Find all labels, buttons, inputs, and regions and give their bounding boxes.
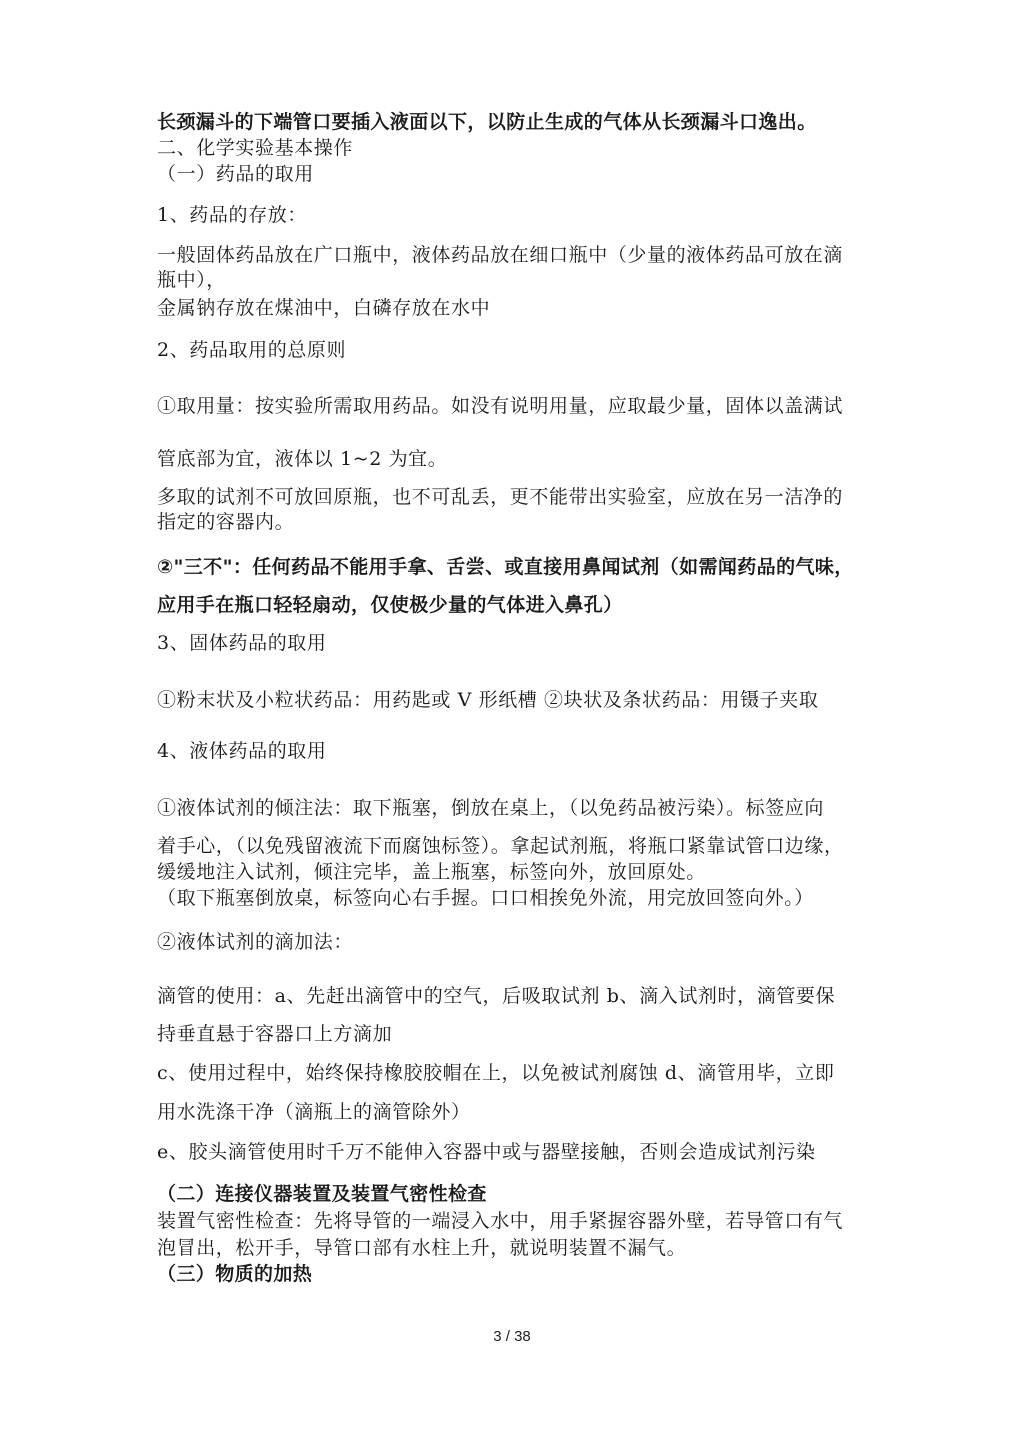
text-line-1: 长颈漏斗的下端管口要插入液面以下，以防止生成的气体从长颈漏斗口逸出。 [157, 111, 817, 133]
text-line-dropper-3: c、使用过程中，始终保持橡胶胶帽在上，以免被试剂腐蚀 d、滴管用毕，立即 [157, 1062, 835, 1084]
item-heading-solid: 3、固体药品的取用 [157, 632, 327, 654]
item-heading-storage: 1、药品的存放： [157, 204, 307, 226]
subsection-heading-airtightness: （二）连接仪器装置及装置气密性检查 [157, 1183, 487, 1205]
text-line-amount-2: 管底部为宜，液体以 1~2 为宜。 [157, 448, 448, 470]
page-number: 3 / 38 [493, 1328, 531, 1345]
subsection-heading-heating: （三）物质的加热 [157, 1263, 313, 1285]
text-line-dropper-2: 持垂直悬于容器口上方滴加 [157, 1023, 393, 1045]
text-line-pour-3: 缓缓地注入试剂，倾注完毕，盖上瓶塞，标签向外，放回原处。 [157, 861, 706, 883]
text-line-excess-2: 指定的容器内。 [157, 511, 295, 533]
text-line-dropper-4: 用水洗涤干净（滴瓶上的滴管除外） [157, 1101, 471, 1123]
text-line-amount-1: ①取用量：按实验所需取用药品。如没有说明用量，应取最少量，固体以盖满试 [157, 395, 844, 417]
text-line-dropper-1: 滴管的使用：a、先赶出滴管中的空气，后吸取试剂 b、滴入试剂时，滴管要保 [157, 985, 836, 1007]
text-line-dropper-5: e、胶头滴管使用时千万不能伸入容器中或与器壁接触，否则会造成试剂污染 [157, 1141, 816, 1163]
subsection-heading-drug-usage: （一）药品的取用 [157, 163, 314, 185]
text-line-three-nos-1: ②"三不"：任何药品不能用手拿、舌尝、或直接用鼻闻试剂（如需闻药品的气味， [157, 556, 854, 578]
text-line-airtight-2: 泡冒出，松开手，导管口部有水柱上升，就说明装置不漏气。 [157, 1237, 687, 1259]
section-heading-basic-operations: 二、化学实验基本操作 [157, 137, 354, 159]
text-line-storage-1: 一般固体药品放在广口瓶中，液体药品放在细口瓶中（少量的液体药品可放在滴 [157, 244, 844, 266]
text-line-solid: ①粉末状及小粒状药品：用药匙或 V 形纸槽 ②块状及条状药品：用镊子夹取 [157, 689, 819, 711]
text-line-storage-3: 金属钠存放在煤油中，白磷存放在水中 [157, 297, 491, 319]
text-line-storage-2: 瓶中）， [157, 269, 226, 291]
text-line-drip-heading: ②液体试剂的滴加法： [157, 931, 354, 953]
text-line-pour-2: 着手心，（以免残留液流下而腐蚀标签）。拿起试剂瓶，将瓶口紧靠试管口边缘， [157, 835, 844, 857]
text-line-excess-1: 多取的试剂不可放回原瓶，也不可乱丢，更不能带出实验室，应放在另一洁净的 [157, 486, 844, 508]
text-line-pour-1: ①液体试剂的倾注法：取下瓶塞，倒放在桌上，（以免药品被污染）。标签应向 [157, 797, 825, 819]
text-line-three-nos-2: 应用手在瓶口轻轻扇动，仅使极少量的气体进入鼻孔） [157, 594, 623, 616]
text-line-pour-rhyme: （取下瓶塞倒放桌，标签向心右手握。口口相挨免外流，用完放回签向外。） [157, 887, 814, 909]
item-heading-liquid: 4、液体药品的取用 [157, 740, 327, 762]
item-heading-general-principle: 2、药品取用的总原则 [157, 339, 347, 361]
text-line-airtight-1: 装置气密性检查：先将导管的一端浸入水中，用手紧握容器外壁，若导管口有气 [157, 1210, 844, 1232]
